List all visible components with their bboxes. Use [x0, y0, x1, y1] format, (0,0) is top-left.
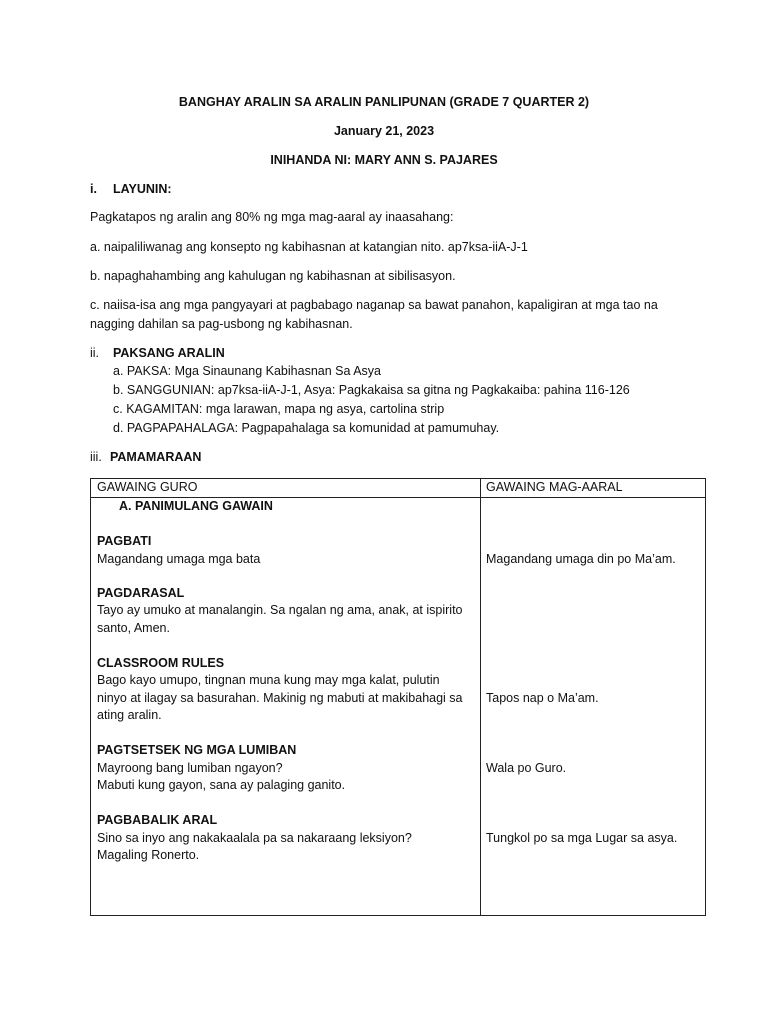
section-number-ii: ii. — [90, 346, 100, 360]
student-response-classroom-rules: Tapos nap o Ma’am. — [486, 691, 599, 705]
paksang-item-c: c. KAGAMITAN: mga larawan, mapa ng asya, cartolina strip — [113, 402, 445, 416]
student-response-pagbati: Magandang umaga din po Ma’am. — [486, 552, 676, 566]
section-heading-layunin: LAYUNIN: — [113, 182, 172, 196]
paksang-item-b: b. SANGGUNIAN: ap7ksa-iiA-J-1, Asya: Pagkakaisa sa gitna ng Pagkakaiba: pahina 116-126 — [113, 383, 630, 397]
teacher-line: ating aralin. — [97, 708, 162, 722]
layunin-intro: Pagkatapos ng aralin ang 80% ng mga mag-aaral ay inaasahang: — [90, 210, 454, 224]
block-heading-pagbati: PAGBATI — [97, 534, 152, 548]
teacher-line: Magaling Ronerto. — [97, 848, 200, 862]
block-heading-pagdarasal: PAGDARASAL — [97, 586, 185, 600]
teacher-line: santo, Amen. — [97, 621, 170, 635]
block-heading-pagbabalik-aral: PAGBABALIK ARAL — [97, 813, 218, 827]
teacher-line: Bago kayo umupo, tingnan muna kung may mga kalat, pulutin — [97, 673, 440, 687]
layunin-item-c: c. naiisa-isa ang mga pangyayari at pagbabago naganap sa bawat panahon, kapaligiran at mga tao na — [90, 298, 658, 312]
subsection-heading: A. PANIMULANG GAWAIN — [119, 499, 273, 513]
teacher-line: ninyo at ilagay sa basurahan. Makinig ng mabuti at makibahagi sa — [97, 691, 463, 705]
paksang-item-d: d. PAGPAPAHALAGA: Pagpapahalaga sa komunidad at pamumuhay. — [113, 421, 500, 435]
teacher-line: Tayo ay umuko at manalangin. Sa ngalan ng ama, anak, at ispirito — [97, 603, 463, 617]
section-number-i: i. — [90, 182, 97, 196]
layunin-item-b: b. napaghahambing ang kahulugan ng kabihasnan at sibilisasyon. — [90, 269, 456, 283]
document-date: January 21, 2023 — [333, 124, 435, 138]
layunin-item-c-continued: nagging dahilan sa pag-usbong ng kabihasnan. — [90, 317, 353, 331]
column-header-teacher: GAWAING GURO — [97, 480, 198, 494]
student-response-review: Tungkol po sa mga Lugar sa asya. — [486, 831, 678, 845]
teacher-line: Mabuti kung gayon, sana ay palaging ganito. — [97, 778, 346, 792]
teacher-line: Magandang umaga mga bata — [97, 552, 261, 566]
student-response-attendance: Wala po Guro. — [486, 761, 567, 775]
prepared-by: INIHANDA NI: MARY ANN S. PAJARES — [270, 153, 498, 167]
layunin-item-a: a. naipaliliwanag ang konsepto ng kabihasnan at katangian nito. ap7ksa-iiA-J-1 — [90, 240, 528, 254]
section-number-iii: iii. — [90, 450, 102, 464]
document-title: BANGHAY ARALIN SA ARALIN PANLIPUNAN (GRADE 7 QUARTER 2) — [178, 95, 590, 109]
block-heading-classroom-rules: CLASSROOM RULES — [97, 656, 225, 670]
section-heading-paksang-aralin: PAKSANG ARALIN — [113, 346, 225, 360]
block-heading-attendance: PAGTSETSEK NG MGA LUMIBAN — [97, 743, 297, 757]
teacher-line: Mayroong bang lumiban ngayon? — [97, 761, 283, 775]
column-divider — [480, 479, 481, 915]
teacher-line: Sino sa inyo ang nakakaalala pa sa nakaraang leksiyon? — [97, 831, 412, 845]
column-header-student: GAWAING MAG-AARAL — [486, 480, 623, 494]
procedure-table — [90, 478, 706, 916]
paksang-item-a: a. PAKSA: Mga Sinaunang Kabihasnan Sa Asya — [113, 364, 382, 378]
section-heading-pamamaraan: PAMAMARAAN — [110, 450, 202, 464]
